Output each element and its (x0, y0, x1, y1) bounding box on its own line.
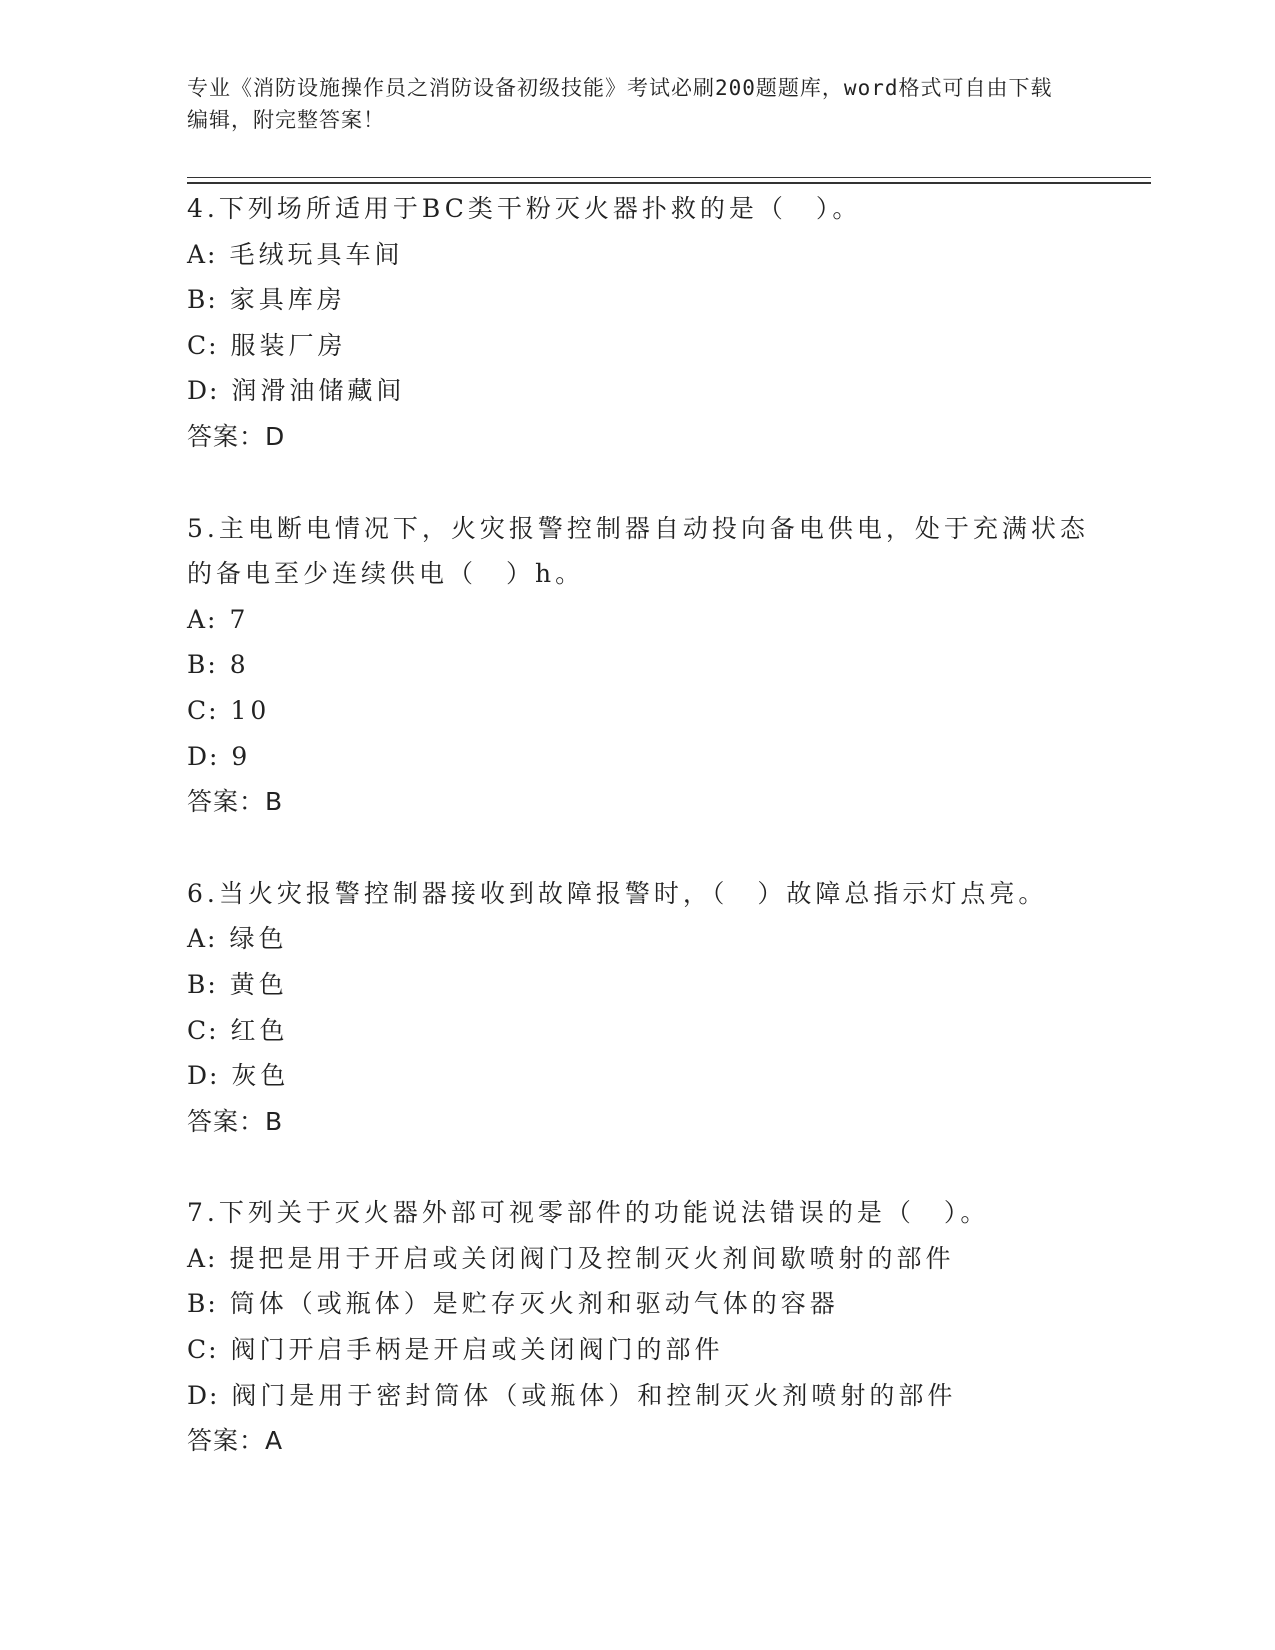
option-c (187, 688, 1117, 734)
option-label: D: (187, 1380, 220, 1410)
option-d (187, 1373, 1117, 1419)
option-a (187, 916, 1117, 962)
option-label: A: (187, 924, 218, 954)
option-c (187, 323, 1117, 369)
option-label: D: (187, 741, 220, 771)
option-text: 绿色 (229, 924, 288, 954)
option-label: D: (187, 1061, 220, 1091)
question-stem: 5.主电断电情况下，火灾报警控制器自动投向备电供电，处于充满状态的备电至少连续供电（ ）h。 (187, 513, 1089, 589)
option-label: D: (187, 376, 220, 406)
question-5 (187, 506, 1117, 825)
option-label: C: (187, 1015, 219, 1045)
option-text: 毛绒玩具车间 (229, 239, 404, 269)
option-text: 家具库房 (229, 285, 346, 315)
option-text: 9 (231, 741, 252, 771)
option-text: 润滑油储藏间 (231, 376, 406, 406)
answer-line: 答案：B (187, 787, 284, 817)
option-a (187, 597, 1117, 643)
option-text: 7 (229, 604, 250, 634)
option-text: 8 (229, 650, 250, 680)
option-b (187, 1281, 1117, 1327)
option-text: 红色 (230, 1015, 289, 1045)
question-stem: 7.下列关于灭火器外部可视零部件的功能说法错误的是（ ）。 (187, 1198, 990, 1228)
option-label: B: (187, 1289, 218, 1319)
document-header: 专业《消防设施操作员之消防设备初级技能》考试必刷200题题库，word格式可自由下载编辑，附完整答案！ (187, 76, 1053, 132)
question-4 (187, 186, 1117, 460)
header-divider-thin (187, 177, 1151, 178)
option-c (187, 1327, 1117, 1373)
option-b (187, 642, 1117, 688)
option-label: C: (187, 1335, 219, 1365)
option-label: B: (187, 969, 218, 999)
option-text: 服装厂房 (230, 330, 347, 360)
option-c (187, 1008, 1117, 1054)
option-b (187, 962, 1117, 1008)
option-label: A: (187, 1243, 218, 1273)
option-d (187, 1053, 1117, 1099)
question-7 (187, 1190, 1117, 1464)
option-a (187, 232, 1117, 278)
answer-line: 答案：A (187, 1426, 284, 1456)
option-text: 阀门是用于密封筒体（或瓶体）和控制灭火剂喷射的部件 (231, 1380, 957, 1410)
option-label: A: (187, 604, 218, 634)
option-a (187, 1236, 1117, 1282)
option-d (187, 734, 1117, 780)
question-6 (187, 871, 1117, 1145)
option-text: 提把是用于开启或关闭阀门及控制灭火剂间歇喷射的部件 (229, 1243, 955, 1273)
option-label: B: (187, 285, 218, 315)
option-text: 阀门开启手柄是开启或关闭阀门的部件 (230, 1335, 724, 1365)
header-divider-thick (187, 182, 1151, 184)
answer-line: 答案：D (187, 421, 286, 451)
option-text: 筒体（或瓶体）是贮存灭火剂和驱动气体的容器 (229, 1289, 839, 1319)
option-label: A: (187, 239, 218, 269)
option-text: 灰色 (231, 1061, 290, 1091)
question-list (187, 186, 1117, 1510)
option-text: 10 (230, 695, 271, 725)
option-label: C: (187, 695, 219, 725)
option-label: C: (187, 330, 219, 360)
option-b (187, 277, 1117, 323)
option-text: 黄色 (229, 969, 288, 999)
answer-line: 答案：B (187, 1106, 284, 1136)
question-stem: 4.下列场所适用于BC类干粉灭火器扑救的是（ ）。 (187, 194, 862, 223)
question-stem: 6.当火灾报警控制器接收到故障报警时，（ ）故障总指示灯点亮。 (187, 878, 1048, 908)
option-d (187, 368, 1117, 414)
option-label: B: (187, 650, 218, 680)
